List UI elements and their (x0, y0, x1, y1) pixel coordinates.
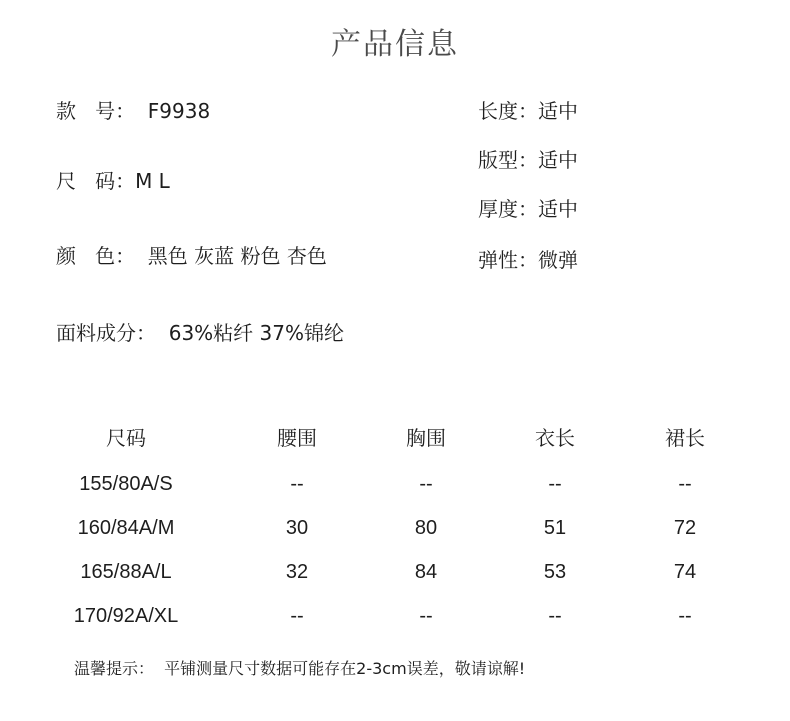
size-options: 尺 码：M L (56, 169, 170, 193)
cell-skirt-length: 72 (673, 517, 697, 539)
header-size: 尺码 (106, 426, 146, 450)
cell-skirt-length: -- (678, 605, 692, 627)
length-attribute: 长度：适中 (478, 99, 578, 123)
cell-waist: -- (290, 605, 304, 627)
fit-attribute: 版型：适中 (478, 148, 578, 172)
cell-bust: -- (419, 605, 433, 627)
cell-waist: 30 (285, 517, 309, 539)
cell-size: 170/92A/XL (73, 605, 179, 627)
header-top-length: 衣长 (535, 426, 575, 450)
elasticity-attribute: 弹性：微弹 (478, 248, 578, 272)
style-number: 款 号： F9938 (56, 99, 211, 123)
cell-skirt-length: 74 (673, 561, 697, 583)
cell-size: 160/84A/M (77, 517, 175, 539)
cell-bust: -- (419, 473, 433, 495)
cell-waist: -- (290, 473, 304, 495)
cell-bust: 80 (414, 517, 438, 539)
material-composition: 面料成分： 63%粘纤 37%锦纶 (56, 321, 344, 345)
cell-top-length: -- (548, 473, 562, 495)
page-title: 产品信息 (331, 27, 459, 62)
cell-top-length: 53 (543, 561, 567, 583)
cell-size: 155/80A/S (79, 473, 173, 495)
cell-size: 165/88A/L (80, 561, 172, 583)
header-skirt-length: 裙长 (665, 426, 705, 450)
color-options: 颜 色： 黑色 灰蓝 粉色 杏色 (56, 244, 327, 268)
cell-top-length: -- (548, 605, 562, 627)
measurement-note: 温馨提示： 平铺测量尺寸数据可能存在2-3cm误差，敬请谅解! (74, 659, 526, 678)
header-waist: 腰围 (277, 426, 317, 450)
cell-waist: 32 (285, 561, 309, 583)
cell-skirt-length: -- (678, 473, 692, 495)
header-bust: 胸围 (406, 426, 446, 450)
cell-top-length: 51 (543, 517, 567, 539)
thickness-attribute: 厚度：适中 (478, 197, 578, 221)
cell-bust: 84 (414, 561, 438, 583)
